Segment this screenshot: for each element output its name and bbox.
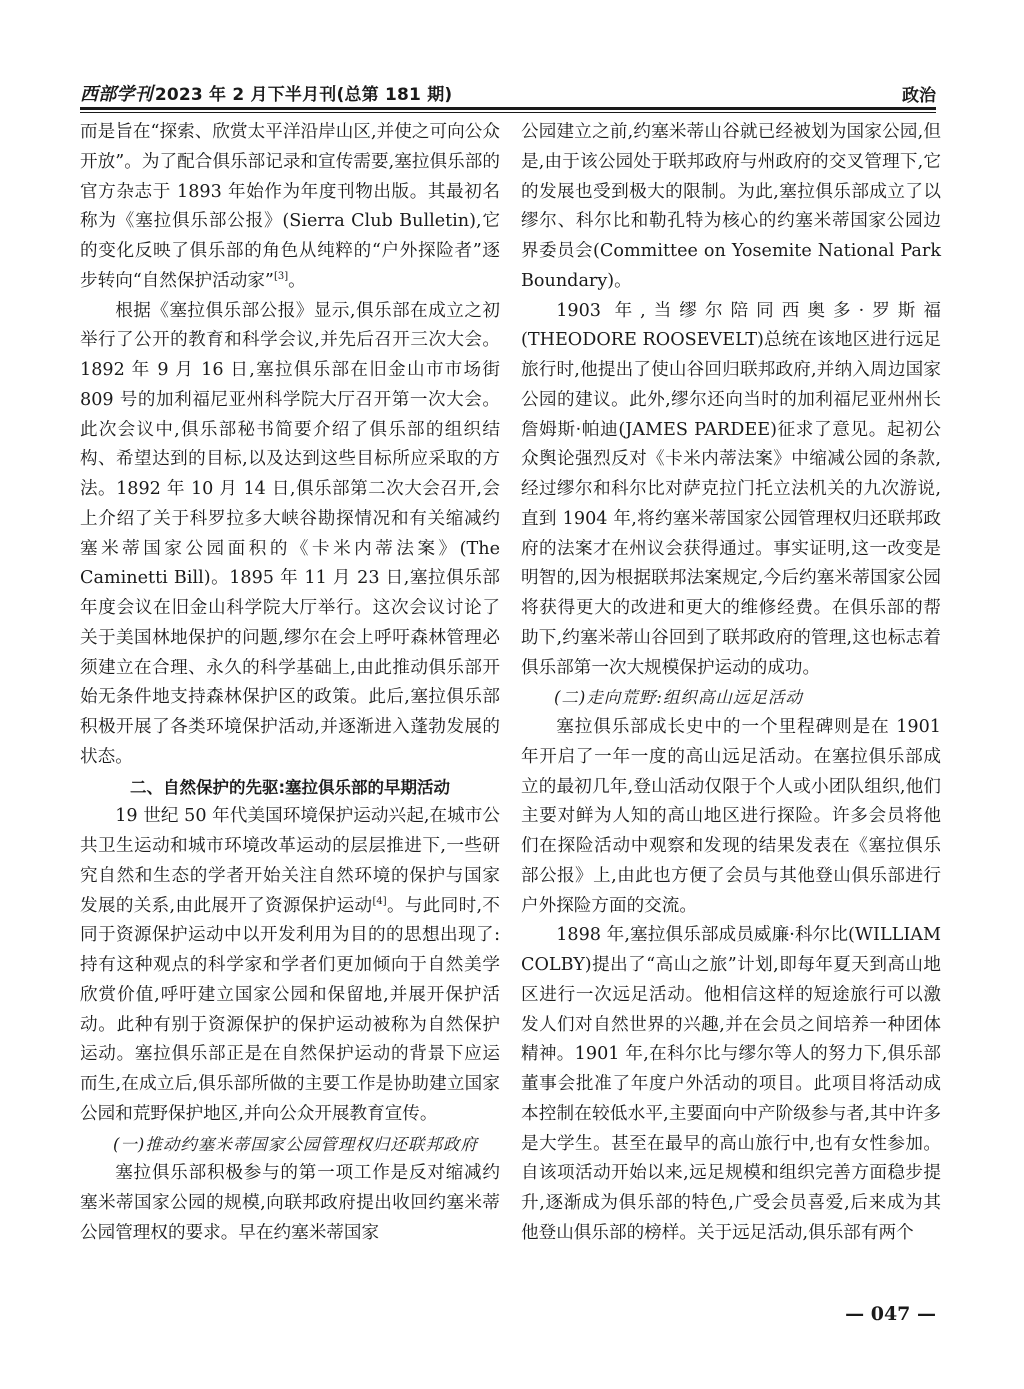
paragraph: 塞拉俱乐部积极参与的第一项工作是反对缩减约塞米蒂国家公园的规模,向联邦政府提出收回约塞米蒂公园管理权的要求。早在约塞米蒂国家 [80,1163,500,1243]
right-column [521,118,941,1249]
paragraph: 公园建立之前,约塞米蒂山谷就已经被划为国家公园,但是,由于该公园处于联邦政府与州政府的交叉管理下,它的发展也受到极大的限制。为此,塞拉俱乐部成立了以缪尔、科尔比和勒孔特为核心的约塞米蒂国家公园边界委员会(Committee on Yosemite National Park Boundary)。 [521,122,941,291]
header-rule-thin [80,112,936,113]
citation: [4] [372,895,387,907]
left-column [80,118,500,1249]
header-rule-thick [80,107,936,110]
journal-logo: 西部学刊 [80,84,153,105]
paragraph: 1898 年,塞拉俱乐部成员威廉·科尔比(WILLIAM COLBY)提出了“高山之旅”计划,即每年夏天到高山地区进行一次远足活动。他相信这样的短途旅行可以激发人们对自然世界的兴趣,并在会员之间培养一种团体精神。1901 年,在科尔比与缪尔等人的努力下,俱乐部董事会批准了年度户外活动的项目。此项目将活动成本控制在较低水平,主要面向中产阶级参与者,其中许多是大学生。甚至在最早的高山旅行中,也有女性参加。自该项活动开始以来,远足规模和组织完善方面稳步提升,逐渐成为俱乐部的特色,广受会员喜爱,后来成为其他登山俱乐部的榜样。关于远足活动,俱乐部有两个 [521,925,941,1243]
paragraph-text: 。 [288,270,306,291]
paragraph: 塞拉俱乐部成长史中的一个里程碑则是在 1901 年开启了一年一度的高山远足活动。在塞拉俱乐部成立的最初几年,登山活动仅限于个人或小团队组织,他们主要对鲜为人知的高山地区进行探险。许多会员将他们在探险活动中观察和发现的结果发表在《塞拉俱乐部公报》上,由此也方便了会员与其他登山俱乐部进行户外探险方面的交流。 [521,717,941,916]
citation: [3] [273,270,289,282]
subsection-heading: (一)推动约塞米蒂国家公园管理权归还联邦政府 [113,1134,478,1154]
section-heading: 二、自然保护的先驱:塞拉俱乐部的早期活动 [129,777,451,797]
journal-title [80,80,452,106]
paragraph-text: 。与此同时,不同于资源保护运动中以开发利用为目的的思想出现了:持有这种观点的科学家和学者们更加倾向于自然美学欣赏价值,呼吁建立国家公园和保留地,并展开保护活动。此种有别于资源保护的保护运动被称为自然保护运动。塞拉俱乐部正是在自然保护运动的背景下应运而生,在成立后,俱乐部所做的主要工作是协助建立国家公园和荒野保护地区,并向公众开展教育宣传。 [80,895,500,1124]
subsection-heading: (二)走向荒野:组织高山远足活动 [554,688,803,708]
section-name: 政治 [902,86,936,106]
paragraph-text: 19 世纪 50 年代美国环境保护运动兴起,在城市公共卫生运动和城市环境改革运动的层层推进下,一些研究自然和生态的学者开始关注自然环境的保护与国家发展的关系,由此展开了资源保护运动 [80,806,500,916]
paragraph [80,118,500,297]
paragraph-text: 而是旨在“探索、欣赏太平洋沿岸山区,并使之可向公众开放”。为了配合俱乐部记录和宣传需要,塞拉俱乐部的官方杂志于 1893 年始作为年度刊物出版。其最初名称为《塞拉俱乐部公报》(Sierra Club Bulletin),它的变化反映了俱乐部的角色从纯粹的“户外探险者”逐步转向“自然保护活动家” [80,122,500,291]
running-header [80,70,936,106]
paragraph [80,802,500,1129]
issue-info: 2023 年 2 月下半月刊(总第 181 期) [154,85,453,105]
paragraph: 根据《塞拉俱乐部公报》显示,俱乐部在成立之初举行了公开的教育和科学会议,并先后召开三次大会。1892 年 9 月 16 日,塞拉俱乐部在旧金山市市场街 809 号的加利福尼亚州科学院大厅召开第一次大会。此次会议中,俱乐部秘书简要介绍了俱乐部的组织结构、希望达到的目标,以及达到这些目标所应采取的方法。1892 年 10 月 14 日,俱乐部第二次大会召开,会上介绍了关于科罗拉多大峡谷勘探情况和有关缩减约塞米蒂国家公园面积的《卡米内蒂法案》(The Caminetti Bill)。1895 年 11 月 23 日,塞拉俱乐部年度会议在旧金山科学院大厅举行。这次会议讨论了关于美国林地保护的问题,缪尔在会上呼吁森林管理必须建立在合理、永久的科学基础上,由此推动俱乐部开始无条件地支持森林保护区的政策。此后,塞拉俱乐部积极开展了各类环境保护活动,并逐渐进入蓬勃发展的状态。 [80,300,500,767]
page-number: — 047 — [845,1303,936,1325]
paragraph: 1903 年,当缪尔陪同西奥多·罗斯福(THEODORE ROOSEVELT)总统在该地区进行远足旅行时,他提出了使山谷回归联邦政府,并纳入周边国家公园的建议。此外,缪尔还向当时的加利福尼亚州州长詹姆斯·帕迪(JAMES PARDEE)征求了意见。起初公众舆论强烈反对《卡米内蒂法案》中缩减公园的条款,经过缪尔和科尔比对萨克拉门托立法机关的九次游说,直到 1904 年,将约塞米蒂国家公园管理权归还联邦政府的法案才在州议会获得通过。事实证明,这一改变是明智的,因为根据联邦法案规定,今后约塞米蒂国家公园将获得更大的改进和更大的维修经费。在俱乐部的帮助下,约塞米蒂山谷回到了联邦政府的管理,这也标志着俱乐部第一次大规模保护运动的成功。 [521,300,942,678]
